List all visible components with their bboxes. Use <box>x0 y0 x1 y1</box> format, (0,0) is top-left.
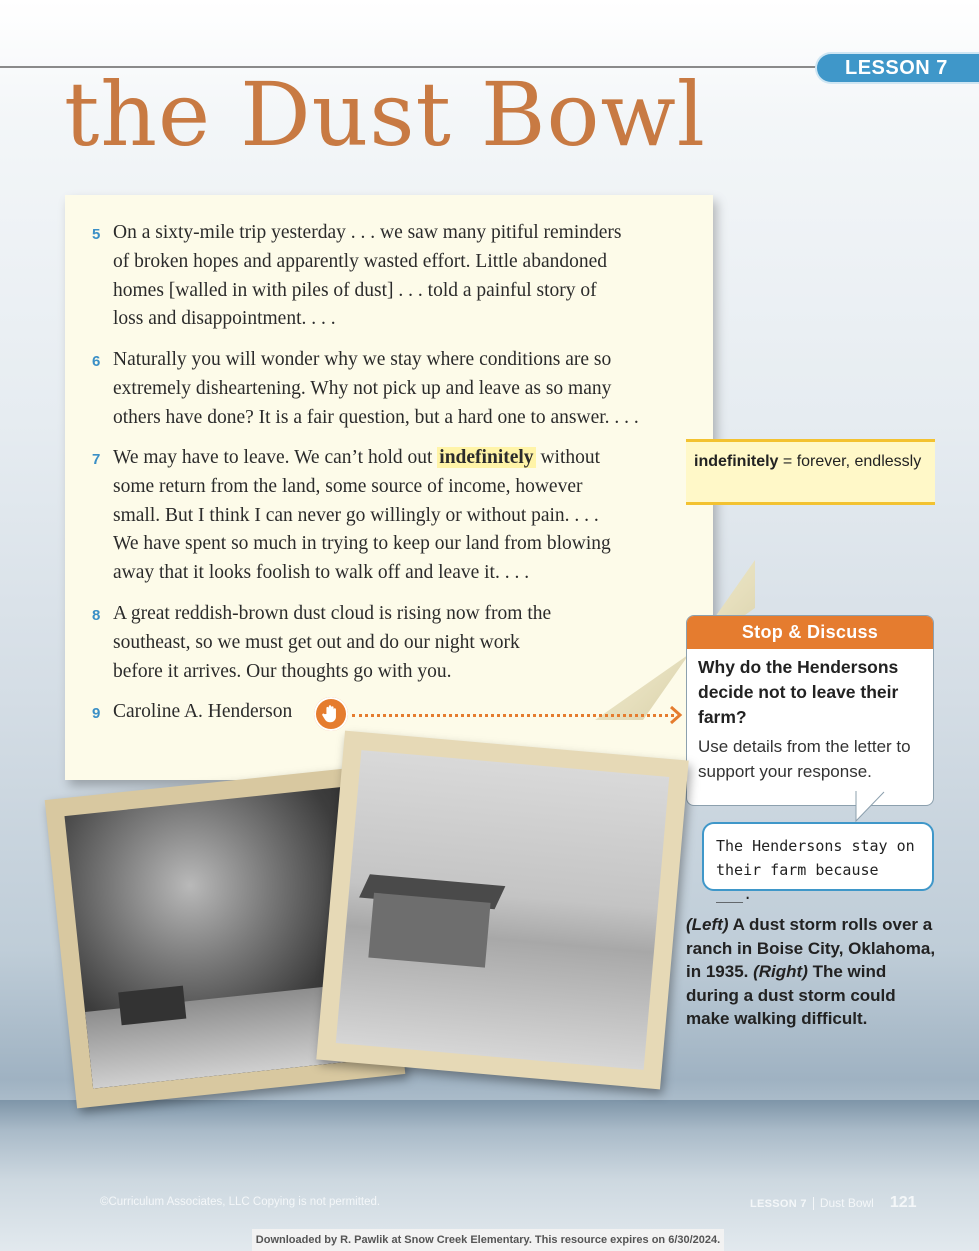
line: On a sixty-mile trip yesterday . . . we saw many pitiful reminders <box>113 222 622 243</box>
barn <box>118 986 186 1025</box>
line: small. But I think I can never go willingly or without pain. . . . <box>113 504 599 526</box>
line: some return from the land, some source of income, however <box>113 475 583 497</box>
line: before it arrives. Our thoughts go with you. <box>113 660 452 682</box>
line: A great reddish-brown dust cloud is rising now from the <box>113 603 552 624</box>
line: homes [walled in with piles of dust] . . . told a painful story of <box>113 279 597 301</box>
paragraph-number: 6 <box>92 353 101 370</box>
caption-left-text: A dust storm rolls over a ranch in Boise City, Oklahoma, in 1935. <box>686 915 936 981</box>
line: We have spent so much in trying to keep our land from blowing <box>113 533 611 555</box>
glossary-box <box>686 439 935 505</box>
glossary-definition: = forever, endlessly <box>778 453 922 470</box>
line: loss and disappointment. . . . <box>113 308 336 330</box>
download-notice: Downloaded by R. Pawlik at Snow Creek Elementary. This resource expires on 6/30/2024. <box>252 1229 724 1251</box>
shed <box>368 893 491 968</box>
wind-walking-image <box>336 750 669 1070</box>
line: away that it looks foolish to walk off and leave it. . . . <box>113 562 530 584</box>
text: without <box>535 447 601 468</box>
line: of broken hopes and apparently wasted effort. Little abandoned <box>113 250 608 272</box>
line: Naturally you will wonder why we stay where conditions are so <box>113 349 612 370</box>
glossary-term: indefinitely <box>694 453 779 470</box>
caption-left-tag: (Left) <box>686 915 729 934</box>
line: Caroline A. Henderson <box>113 701 293 722</box>
speech-bubble-tail <box>854 791 886 823</box>
response-starter-bubble: The Hendersons stay on their farm because ___. <box>702 822 934 891</box>
footer-lesson: LESSON 7 <box>750 1198 807 1210</box>
line: extremely disheartening. Why not pick up and leave as so many <box>113 377 612 399</box>
lesson-tab: LESSON 7 <box>815 52 979 84</box>
photo-wind-walking <box>316 731 688 1090</box>
line <box>113 444 611 473</box>
caption-right-text: The wind during a dust storm could make walking difficult. <box>686 962 896 1028</box>
arrow-right-icon <box>668 705 684 725</box>
page-title: the Dust Bowl <box>64 63 706 166</box>
line: others have done? It is a fair question, but a hard one to answer. . . . <box>113 406 639 428</box>
hand-stop-icon <box>314 697 348 731</box>
stop-discuss-direction: Use details from the letter to support your response. <box>698 737 911 781</box>
photo-caption <box>686 913 936 1031</box>
text: We may have to leave. We can’t hold out <box>113 447 438 468</box>
stop-discuss-box <box>686 615 934 806</box>
paragraph-number: 8 <box>92 607 101 624</box>
footer-section: Dust Bowl <box>819 1196 874 1210</box>
copyright-notice: ©Curriculum Associates, LLC Copying is not permitted. <box>100 1196 381 1208</box>
paragraph-number: 5 <box>92 226 101 243</box>
footer-separator <box>813 1197 814 1210</box>
paragraph-number: 7 <box>92 451 101 468</box>
page-number: 121 <box>889 1194 917 1211</box>
line: southeast, so we must get out and do our night work <box>113 631 520 653</box>
caption-right-tag: (Right) <box>753 962 808 981</box>
stop-discuss-heading: Stop & Discuss <box>687 616 933 649</box>
page-footer <box>750 1194 917 1212</box>
paragraph-number: 9 <box>92 705 101 722</box>
stop-discuss-question: Why do the Hendersons decide not to leave their farm? <box>698 657 899 727</box>
vocab-highlight: indefinitely <box>439 447 534 468</box>
dotted-connector <box>352 714 674 717</box>
